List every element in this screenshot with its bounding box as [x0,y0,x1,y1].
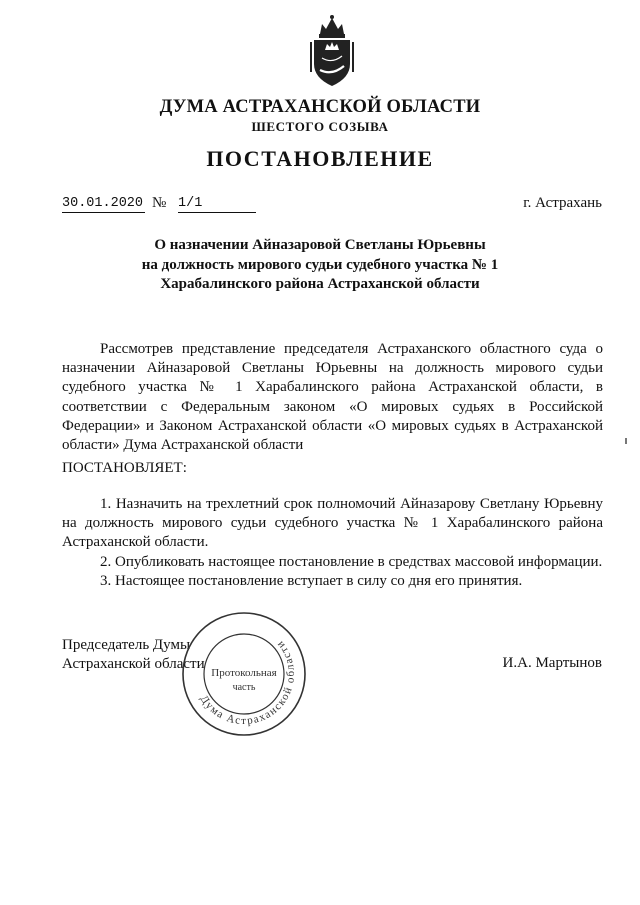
document-date: 30.01.2020 [62,196,144,211]
signatory-title-line: Председатель Думы [62,637,191,653]
document-number-label: № [152,195,167,211]
document-type-title: ПОСТАНОВЛЕНИЕ [206,146,434,171]
organization-name: ДУМА АСТРАХАНСКОЙ ОБЛАСТИ [159,97,481,117]
resolution-items [62,495,603,591]
document-number: 1/1 [178,196,256,213]
official-stamp [180,610,308,738]
resolution-item: 2. Опубликовать настоящее постановление в средствах массовой информации. [100,553,603,570]
scan-artifact [625,438,627,444]
document-subject [0,236,640,295]
document-city: г. Астрахань [523,195,602,211]
subject-line: Харабалинского района Астраханской области [160,276,480,292]
preamble-paragraph: Рассмотрев представление председателя Астраханского областного суда о назначении Айназаровой Светланы Юрьевны на должность мирового судьи судебного участка № 1 Харабалинского района Астраханской области, в соответствии с Федеральным законом «О мировых судьях в Российской Федерации» и Законом Астраханской области «О мировых судьях в Астраханской области» Дума Астраханской области [62,341,603,454]
astrakhan-coat-of-arms-icon [306,12,358,90]
stamp-ring-text: Дума Астраханской области [197,637,298,728]
convocation-label: ШЕСТОГО СОЗЫВА [251,119,389,134]
subject-line: на должность мирового судьи судебного участка № 1 [141,256,499,273]
signatory-name: И.А. Мартынов [502,655,602,671]
resolve-heading: ПОСТАНОВЛЯЕТ: [62,460,187,476]
stamp-center-text: Протокольная [211,667,277,679]
subject-line: О назначении Айназаровой Светланы Юрьевны [154,237,486,253]
resolution-item: 1. Назначить на трехлетний срок полномочий Айназарову Светлану Юрьевну на должность мирового судьи судебного участка № 1 Харабалинского района Астраханской области. [62,496,603,551]
signatory-title-line: Астраханской области [62,656,205,672]
resolution-item: 3. Настоящее постановление вступает в силу со дня его принятия. [100,572,523,589]
stamp-center-text: часть [232,682,256,693]
